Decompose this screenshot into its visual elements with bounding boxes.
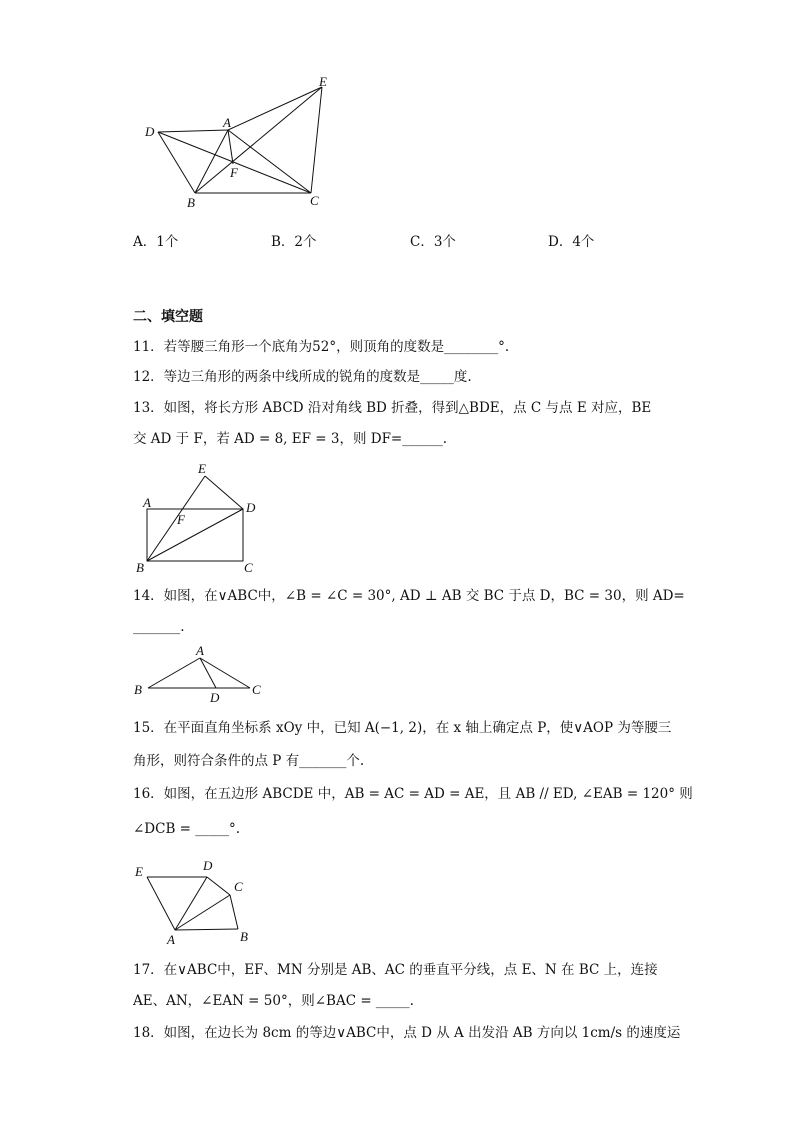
segment-be [147,476,205,561]
label-a: A [223,115,231,130]
section-title: 二、填空题 [133,309,203,325]
segment-ed [205,476,243,509]
figure-q14 [130,643,270,705]
segment-ba [148,658,200,688]
question-14-line1: 14．如图，在∨ABC中，∠B = ∠C = 30°, AD ⊥ AB 交 BC 于点 D，BC = 30，则 AD= [133,588,685,604]
label-d: D [203,858,213,873]
segment-ad [175,877,207,930]
option-d: D．4个 [548,234,595,250]
segment-dc [207,877,230,895]
label-b: B [187,195,195,210]
question-15-line1: 15．在平面直角坐标系 xOy 中，已知 A(−1, 2)，在 x 轴上确定点 P，使∨AOP 为等腰三 [133,720,672,736]
label-d: D [246,500,256,515]
option-b: B．2个 [271,234,317,250]
question-14-line2: _______. [133,619,185,635]
question-17-line1: 17．在∨ABC中，EF、MN 分别是 AB、AC 的垂直平分线，点 E、N 在 BC 上，连接 [133,962,658,978]
segment-da [158,130,228,132]
segment-ae [228,87,322,130]
segment-af [228,130,233,164]
segment-ec [311,87,322,193]
label-a: A [143,495,151,510]
label-b: B [240,929,248,944]
label-b: B [134,682,142,697]
question-18-line1: 18．如图，在边长为 8cm 的等边∨ABC中，点 D 从 A 出发沿 AB 方向以 1cm/s 的速度运 [133,1025,681,1041]
label-f: F [230,165,238,180]
figure-top [140,72,340,212]
segment-ac [228,130,311,193]
figure-q16 [130,853,260,948]
figure-q13 [130,458,270,576]
question-12: 12．等边三角形的两条中线所成的锐角的度数是_____度. [133,369,472,385]
answer-options [133,233,653,251]
label-d: D [210,690,220,705]
label-f: F [177,512,185,527]
question-15-line2: 角形，则符合条件的点 P 有_______个. [133,753,365,769]
label-e: E [319,74,327,89]
segment-ab [175,929,238,930]
segment-ab [195,130,228,193]
segment-be [195,87,322,193]
label-a: A [196,643,204,658]
label-d: D [145,124,155,139]
label-c: C [252,682,261,697]
segment-cb [230,895,238,929]
label-b: B [136,560,144,575]
segment-ae [147,877,175,930]
question-13-line2: 交 AD 于 F，若 AD = 8, EF = 3，则 DF=______. [133,431,448,447]
option-c: C．3个 [410,234,456,250]
question-13-line1: 13．如图，将长方形 ABCD 沿对角线 BD 折叠，得到△BDE，点 C 与点 E 对应，BE [133,400,652,416]
label-c: C [310,193,319,208]
segment-ac [175,895,230,930]
question-16-line2: ∠DCB = _____°. [133,821,241,837]
question-17-line2: AE、AN，∠EAN = 50°，则∠BAC = _____. [133,993,414,1009]
label-e: E [135,864,143,879]
label-c: C [244,560,253,575]
question-11: 11．若等腰三角形一个底角为52°，则顶角的度数是________°. [133,339,510,355]
label-e: E [198,461,206,476]
segment-dc [158,132,311,193]
segment-db [158,132,195,193]
label-a: A [167,932,175,947]
option-a: A．1个 [133,234,179,250]
question-16-line1: 16．如图，在五边形 ABCDE 中，AB = AC = AD = AE，且 AB // ED, ∠EAB = 120° 则 [133,786,693,802]
diagonal-bd [147,509,243,561]
label-c: C [234,879,243,894]
